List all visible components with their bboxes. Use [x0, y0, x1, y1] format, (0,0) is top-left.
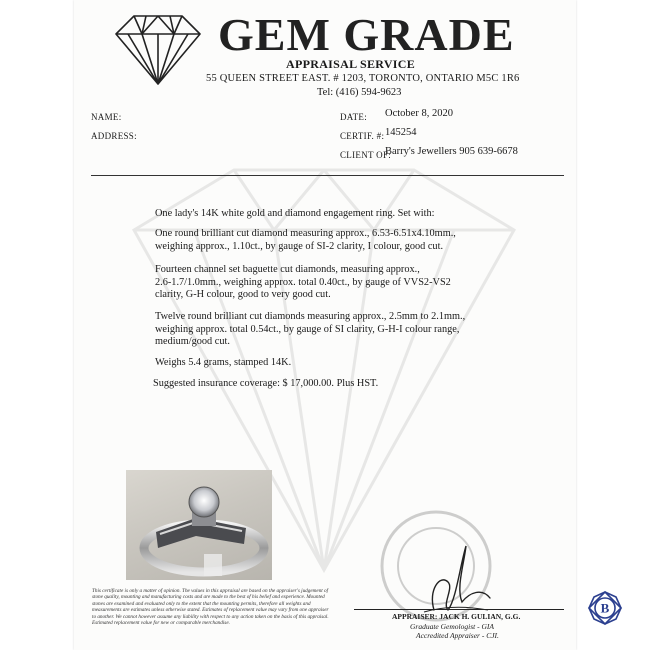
baguette-line-2: 2.6-1.7/1.0mm., weighing approx. total 0.40ct., by gauge of VVS2-VS2: [155, 276, 451, 288]
diamond-logo-icon: [112, 12, 204, 88]
client-value: Barry's Jewellers 905 639-6678: [385, 146, 518, 157]
appraiser-name: APPRAISER: JACK H. GULIAN, G.G.: [392, 612, 521, 621]
company-phone: Tel: (416) 594-9623: [317, 87, 402, 98]
company-address: 55 QUEEN STREET EAST. # 1203, TORONTO, ONTARIO M5C 1R6: [206, 73, 520, 84]
side-stones-line-3: medium/good cut.: [155, 336, 230, 348]
insurance-line: Suggested insurance coverage: $ 17,000.00. Plus HST.: [153, 378, 379, 389]
center-stone-line-2: weighing approx., 1.10ct., by gauge of SI-2 clarity, I colour, good cut.: [155, 240, 444, 252]
ring-intro: One lady's 14K white gold and diamond engagement ring. Set with:: [155, 208, 435, 219]
baguette-line-1: Fourteen channel set baguette cut diamonds, measuring approx.,: [155, 264, 420, 275]
client-label: CLIENT OF:: [340, 150, 392, 160]
company-title: GEM GRADE: [218, 9, 515, 60]
ring-illustration: [126, 470, 272, 580]
name-label: NAME:: [91, 112, 122, 122]
header-divider: [91, 175, 564, 176]
certif-value: 145254: [385, 127, 417, 138]
side-stones-line-2: weighing approx. total 0.54ct., by gauge of SI clarity, G-H-I colour range,: [155, 323, 460, 335]
credential-gia: Graduate Gemologist - GIA: [410, 622, 494, 631]
baguette-line-3: clarity, G-H colour, good to very good cut.: [155, 289, 331, 301]
b-logo-badge: [587, 590, 623, 626]
date-label: DATE:: [340, 112, 367, 122]
date-value: October 8, 2020: [385, 108, 453, 119]
side-stones-line-1: Twelve round brilliant cut diamonds measuring approx., 2.5mm to 2.1mm.,: [155, 311, 466, 322]
appraiser-signature: [404, 540, 494, 620]
baguette-paragraph: [155, 264, 495, 302]
signature-line: [354, 609, 564, 610]
company-subtitle: APPRAISAL SERVICE: [286, 57, 416, 71]
address-label: ADDRESS:: [91, 131, 137, 141]
ring-photo: [126, 470, 272, 580]
disclaimer-text: This certificate is only a matter of opinion. The values in this appraisal are based on the appraiser's judgement of stone quality, mounting and manufacturing costs and are made to the best of his belief and experience. Mounted stones are examined and evaluated only to the extent that the mounting permits, therefore all weights and measurements are estimates unless otherwise stated. Estimates of replacement value may vary from one appraiser to another. We cannot however assume any liability with respect to any action taken on the basis of this appraisal. Estimated replacement value for new or comparable merchandise.: [92, 588, 329, 627]
credential-cji: Accredited Appraiser - CJI.: [416, 631, 499, 640]
badge-letter: B: [600, 600, 610, 616]
side-stones-paragraph: [155, 311, 495, 349]
center-stone-line-1: One round brilliant cut diamond measuring approx., 6.53-6.51x4.10mm.,: [155, 228, 456, 239]
center-stone-paragraph: [155, 228, 495, 253]
certif-label: CERTIF. #:: [340, 131, 385, 141]
weight-line: Weighs 5.4 grams, stamped 14K.: [155, 357, 292, 368]
